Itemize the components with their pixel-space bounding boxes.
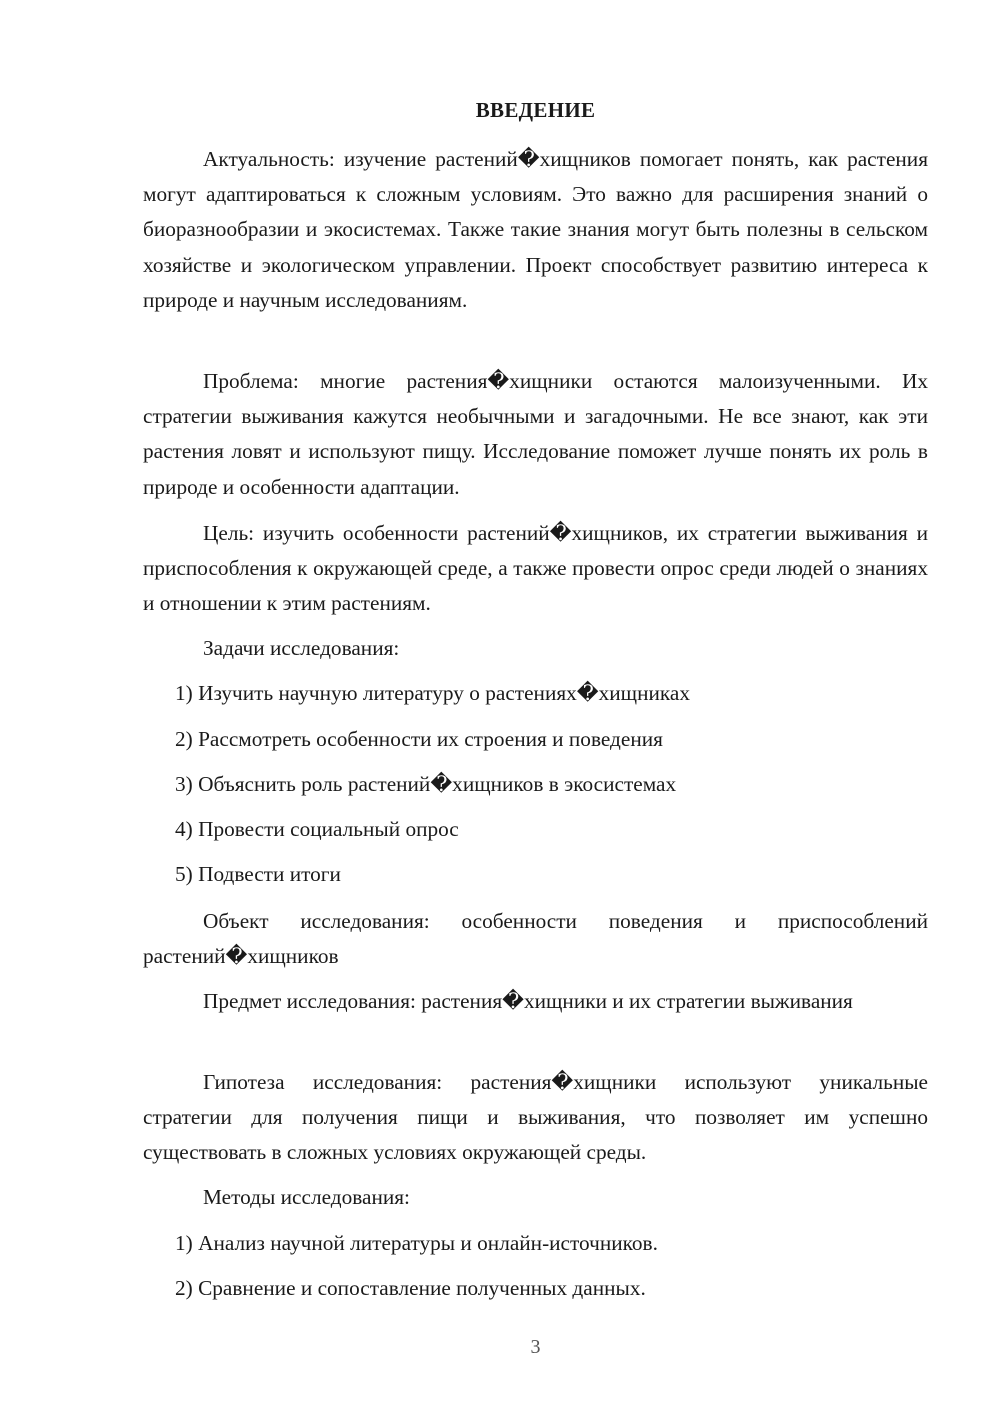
tasks-heading: Задачи исследования:: [203, 636, 400, 660]
page-number: 3: [530, 1336, 541, 1358]
method-item: 1) Анализ научной литературы и онлайн-источников.: [175, 1231, 658, 1255]
subject-paragraph: Предмет исследования: растения�хищники и их стратегии выживания: [203, 989, 853, 1013]
goal-paragraph: Цель: изучить особенности растений�хищников, их стратегии выживания и приспособления к окружающей среде, а также провести опрос среди людей о знаниях и отношении к этим растениям.: [143, 521, 928, 616]
task-item: 3) Объяснить роль растений�хищников в экосистемах: [175, 772, 677, 796]
task-item: 5) Подвести итоги: [175, 862, 341, 886]
task-item: 2) Рассмотреть особенности их строения и поведения: [175, 727, 663, 751]
methods-heading: Методы исследования:: [203, 1185, 410, 1209]
relevance-paragraph: Актуальность: изучение растений�хищников помогает понять, как растения могут адаптироваться к сложным условиям. Это важно для расширения знаний о биоразнообразии и экосистемах. Также такие знания могут быть полезны в сельском хозяйстве и экологическом управлении. Проект способствует развитию интереса к природе и научным исследованиям.: [143, 147, 928, 312]
task-item: 4) Провести социальный опрос: [175, 817, 459, 841]
problem-paragraph: Проблема: многие растения�хищники остаются малоизученными. Их стратегии выживания кажутся необычными и загадочными. Не все знают, как эти растения ловят и используют пищу. Исследование поможет лучше понять их роль в природе и особенности адаптации.: [143, 369, 928, 499]
method-item: 2) Сравнение и сопоставление полученных данных.: [175, 1276, 646, 1300]
object-paragraph: Объект исследования: особенности поведения и приспособлений растений�хищников: [143, 909, 928, 969]
hypothesis-paragraph: Гипотеза исследования: растения�хищники используют уникальные стратегии для получения пищи и выживания, что позволяет им успешно существовать в сложных условиях окружающей среды.: [143, 1070, 928, 1165]
page-title: ВВЕДЕНИЕ: [475, 98, 596, 122]
task-item: 1) Изучить научную литературу о растениях�хищниках: [175, 681, 690, 705]
